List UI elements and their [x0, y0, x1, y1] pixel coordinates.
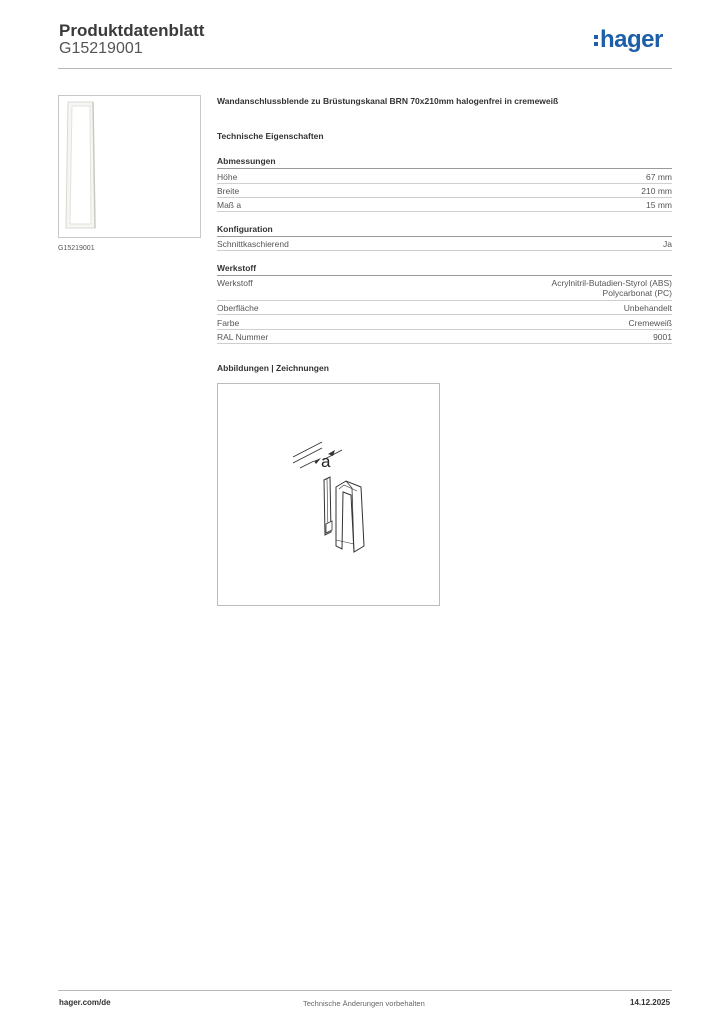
table-row	[217, 278, 672, 298]
row-divider	[217, 211, 672, 212]
hager-logo	[594, 28, 663, 52]
row-value: 67 mm	[646, 172, 672, 182]
row-label: Werkstoff	[217, 278, 253, 288]
row-label: Oberfläche	[217, 303, 259, 313]
row-value: 15 mm	[646, 200, 672, 210]
section-divider	[217, 275, 672, 276]
row-value: 210 mm	[641, 186, 672, 196]
row-value: Unbehandelt	[623, 303, 672, 313]
product-description: Wandanschlussblende zu Brüstungskanal BRN 70x210mm halogenfrei in cremeweiß	[217, 96, 559, 106]
image-caption: G15219001	[58, 245, 95, 252]
row-divider	[217, 300, 672, 301]
table-row	[217, 303, 672, 313]
section-dimensions-title: Abmessungen	[217, 156, 276, 166]
row-label: Schnittkaschierend	[217, 239, 289, 249]
table-row	[217, 172, 672, 182]
tech-heading: Technische Eigenschaften	[217, 131, 324, 141]
section-divider	[217, 236, 672, 237]
row-value	[552, 278, 672, 298]
row-value: Ja	[663, 239, 672, 249]
row-label: Maß a	[217, 200, 242, 210]
row-value: Cremeweiß	[628, 318, 672, 328]
row-value-line: Acrylnitril-Butadien-Styrol (ABS)	[551, 278, 672, 288]
table-row	[217, 318, 672, 328]
row-label: Höhe	[217, 172, 238, 182]
footer-divider	[58, 990, 672, 991]
dimension-label: a	[321, 452, 331, 471]
row-divider	[217, 329, 672, 330]
section-material-title: Werkstoff	[217, 263, 257, 273]
row-divider	[217, 197, 672, 198]
technical-drawing-svg	[218, 384, 439, 605]
product-number: G15219001	[59, 40, 143, 57]
table-row	[217, 186, 672, 196]
table-row	[217, 200, 672, 210]
document-title: Produktdatenblatt	[59, 21, 205, 40]
row-value-line: Polycarbonat (PC)	[602, 288, 672, 298]
row-label: Breite	[217, 186, 240, 196]
table-row	[217, 332, 672, 342]
technical-drawing	[217, 383, 440, 606]
product-image	[58, 95, 201, 238]
row-divider	[217, 314, 672, 315]
header-divider	[58, 68, 672, 69]
logo-dots-icon	[594, 35, 598, 46]
row-divider	[217, 250, 672, 251]
row-value: 9001	[653, 332, 672, 342]
logo-text: hager	[600, 26, 663, 53]
footer-notice: Technische Änderungen vorbehalten	[303, 999, 425, 1008]
row-label: RAL Nummer	[217, 332, 269, 342]
footer-date: 14.12.2025	[630, 998, 671, 1007]
row-divider	[217, 343, 672, 344]
section-configuration-title: Konfiguration	[217, 224, 273, 234]
row-label: Farbe	[217, 318, 240, 328]
row-divider	[217, 183, 672, 184]
product-frame-image	[59, 96, 200, 237]
section-drawings-title: Abbildungen | Zeichnungen	[217, 363, 329, 373]
table-row	[217, 239, 672, 249]
section-divider	[217, 168, 672, 169]
footer-website-link[interactable]: hager.com/de	[59, 998, 111, 1007]
